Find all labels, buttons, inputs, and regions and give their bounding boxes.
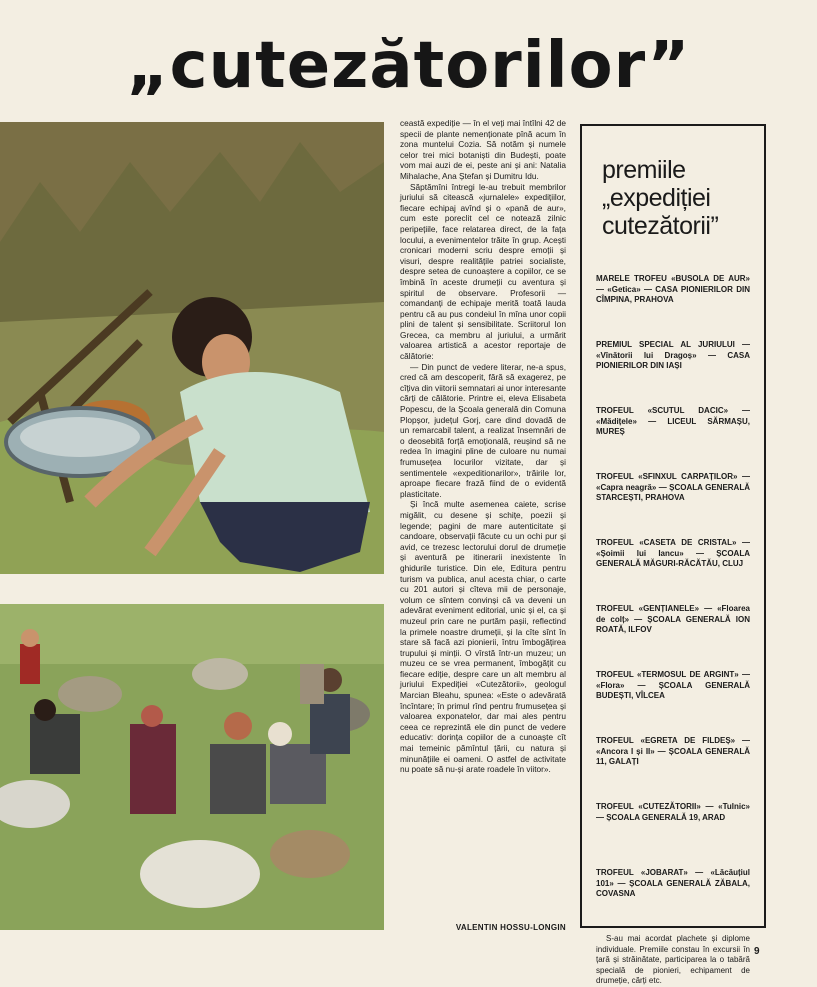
prize-entry xyxy=(596,868,750,910)
sidebar-title-line: „expediției xyxy=(602,184,711,212)
article-paragraph: Săptămîni întregi le-au trebuit membrilor juriului să citească «jurnalele» expedițiilor, fiecare echipaj avînd și o «pană de aur», cum este poreclit cel ce notează zilnic peripețiile, face relatarea direct, de la fața locului, a evenimentelor trăite în grup. Acești cronicari moderni scriu despre emoții și visuri, despre realitățile patriei socialiste, despre setea de cunoaștere a copiilor, ce se îmbină în aceste drumeții cu aventura și spiritul de observare. Profesorii — comandanți de echipaje merită toată lauda pentru că au pus condeiul în mîna unor copii plini de talent și sensibilitate. Scriitorul Ion Grecea, ca membru al juriului, a urmărit valoarea artistică a acestor reportaje de călătorie: xyxy=(400,181,566,362)
prize-name: TROFEUL «JOBARAT» xyxy=(596,868,688,877)
prize-entry xyxy=(596,274,750,316)
sidebar-title-line: cutezătorii” xyxy=(602,212,719,240)
prize-entry xyxy=(596,406,750,448)
prize-detail: — «Șoimii lui Iancu» — ȘCOALA GENERALĂ MĂGURI-RĂCĂTĂU, CLUJ xyxy=(596,538,750,568)
prize-detail: — «Vînătorii lui Dragoș» — CASA PIONIERILOR DIN IAȘI xyxy=(596,340,750,370)
prize-name: TROFEUL «TERMOSUL DE ARGINT» xyxy=(596,670,739,679)
prize-name: TROFEUL «CUTEZĂTORII» xyxy=(596,802,701,811)
article-paragraph: — Din punct de vedere literar, ne-a spus, cred că am descoperit, fără să exagerez, pe cîțiva din viitorii semnatari ai unor interesante cărți de călătorie. Printre ei, eleva Elisabeta Popescu, de la Școala generală din Comuna Plopșor, județul Gorj, care dind dovadă de un remarcabil talent, a realizat însemnări de o deosebită forță emoțională, reușind să ne redea în imagini pline de culoare nu numai frumusețea locurilor vizitate, dar și sentimentele «expeditionarilor», trăirile lor, aproape fiecare frază fiind de o evidentă plasticitate. xyxy=(400,361,567,499)
prize-detail: — «Getica» — CASA PIONIERILOR DIN CÎMPINA, PRAHOVA xyxy=(596,284,750,304)
prize-detail: — «Flora» — ȘCOALA GENERALĂ BUDEȘTI, VÎLCEA xyxy=(596,670,750,700)
prize-name: MARELE TROFEU «BUSOLA DE AUR» xyxy=(596,274,750,283)
prize-entry xyxy=(596,472,750,514)
prize-detail: — «Floarea de colț» — ȘCOALA GENERALĂ ION ROATĂ, ILFOV xyxy=(596,604,750,634)
prize-detail: — «Ancora I și II» — ȘCOALA GENERALĂ 11, GALAȚI xyxy=(596,736,750,766)
page-number: 9 xyxy=(754,946,760,957)
prize-detail: — «Tulnic» — ȘCOALA GENERALĂ 19, ARAD xyxy=(596,802,750,822)
prize-entry xyxy=(596,538,750,580)
photo-girl-cooking xyxy=(0,122,384,574)
prizes-sidebar xyxy=(580,124,766,985)
photo-group-resting xyxy=(0,604,384,930)
prize-entry xyxy=(596,802,750,844)
prize-name: TROFEUL «SCUTUL DACIC» xyxy=(596,406,729,415)
prize-entry xyxy=(596,736,750,778)
prize-detail: — «Mădițele» — LICEUL SĂRMAȘU, MUREȘ xyxy=(596,406,750,436)
sidebar-footnote: S-au mai acordat plachete și diplome individuale. Premiile constau în excursii în țară și străinătate, participarea la o tabără specială de pionieri, echipament de drumeție, cărți etc. xyxy=(596,934,750,985)
prize-name: PREMIUL SPECIAL AL JURIULUI xyxy=(596,340,735,349)
prize-detail: — «Lăcăuțiul 101» — ȘCOALA GENERALĂ ZĂBALA, COVASNA xyxy=(596,868,751,898)
headline: „cutezătorilor” xyxy=(126,29,691,103)
article-column xyxy=(400,118,566,918)
prize-entry xyxy=(596,604,750,646)
prize-name: TROFEUL «EGRETA DE FILDEȘ» xyxy=(596,736,736,745)
sidebar-title-line: premiile xyxy=(602,156,686,184)
sidebar-title xyxy=(602,156,750,240)
prize-detail: — «Capra neagră» — ȘCOALA GENERALĂ STARCEȘTI, PRAHOVA xyxy=(596,472,750,502)
prize-name: TROFEUL «SFINXUL CARPAȚILOR» xyxy=(596,472,738,481)
prize-entry xyxy=(596,670,750,712)
prize-name: TROFEUL «CASETA DE CRISTAL» xyxy=(596,538,737,547)
prize-entry xyxy=(596,340,750,382)
article-paragraph: Și încă multe asemenea caiete, scrise migălit, cu desene și schițe, poezii și legende; pagini de mare autenticitate și candoare, observații făcute cu un ochi pur și avid, ce trezesc lectorului dorul de drumeție și aventură pe itinerarii inexistente în ghidurile turistice. Din ele, Editura pentru turism va publica, anul acesta chiar, o carte cu 201 autori și cîteva mii de personaje, volum ce sîntem convinși că va deveni un adevărat eveniment editorial, unic și el, ca și muzeul prin care ne purtăm pașii, reflectind la primele noastre drumeții, și la cîte sînt în stare să facă azi pionierii, întru îmbogățirea trupului și minții. O vîrstă într-un muzeu; un muzeu ce se vrea permanent, îmbogățit cu fiecare ediție, despre care un alt membru al juriului Expediției «Cutezătorii», geologul Marcian Bleahu, spunea: «Este o adevărată încîntare; în primul rînd pentru frumusețea și valoarea exponatelor, dar mai ales pentru ceea ce reprezintă ele din punct de vedere educativ: dorința copiilor de a cunoaște cît mai temeinic pămîntul țării, cu natura și minunățiile ei oameni. O astfel de activitate nu poate să nu-și arate roadele în viitor». xyxy=(400,499,566,775)
byline: VALENTIN HOSSU-LONGIN xyxy=(455,923,566,932)
article-paragraph: ceastă expediție — în el veți mai întîlni 42 de specii de plante nemenționate pînă acum în zona muntelui Cozia. Să notăm și numele celor trei mici botaniști din Budești, poate vom mai auzi de ei, peste ani și ani: Natalia Mihalache, Ana Ștefan și Dumitru Idu. xyxy=(400,118,566,181)
prize-name: TROFEUL «GENȚIANELE» xyxy=(596,604,700,613)
